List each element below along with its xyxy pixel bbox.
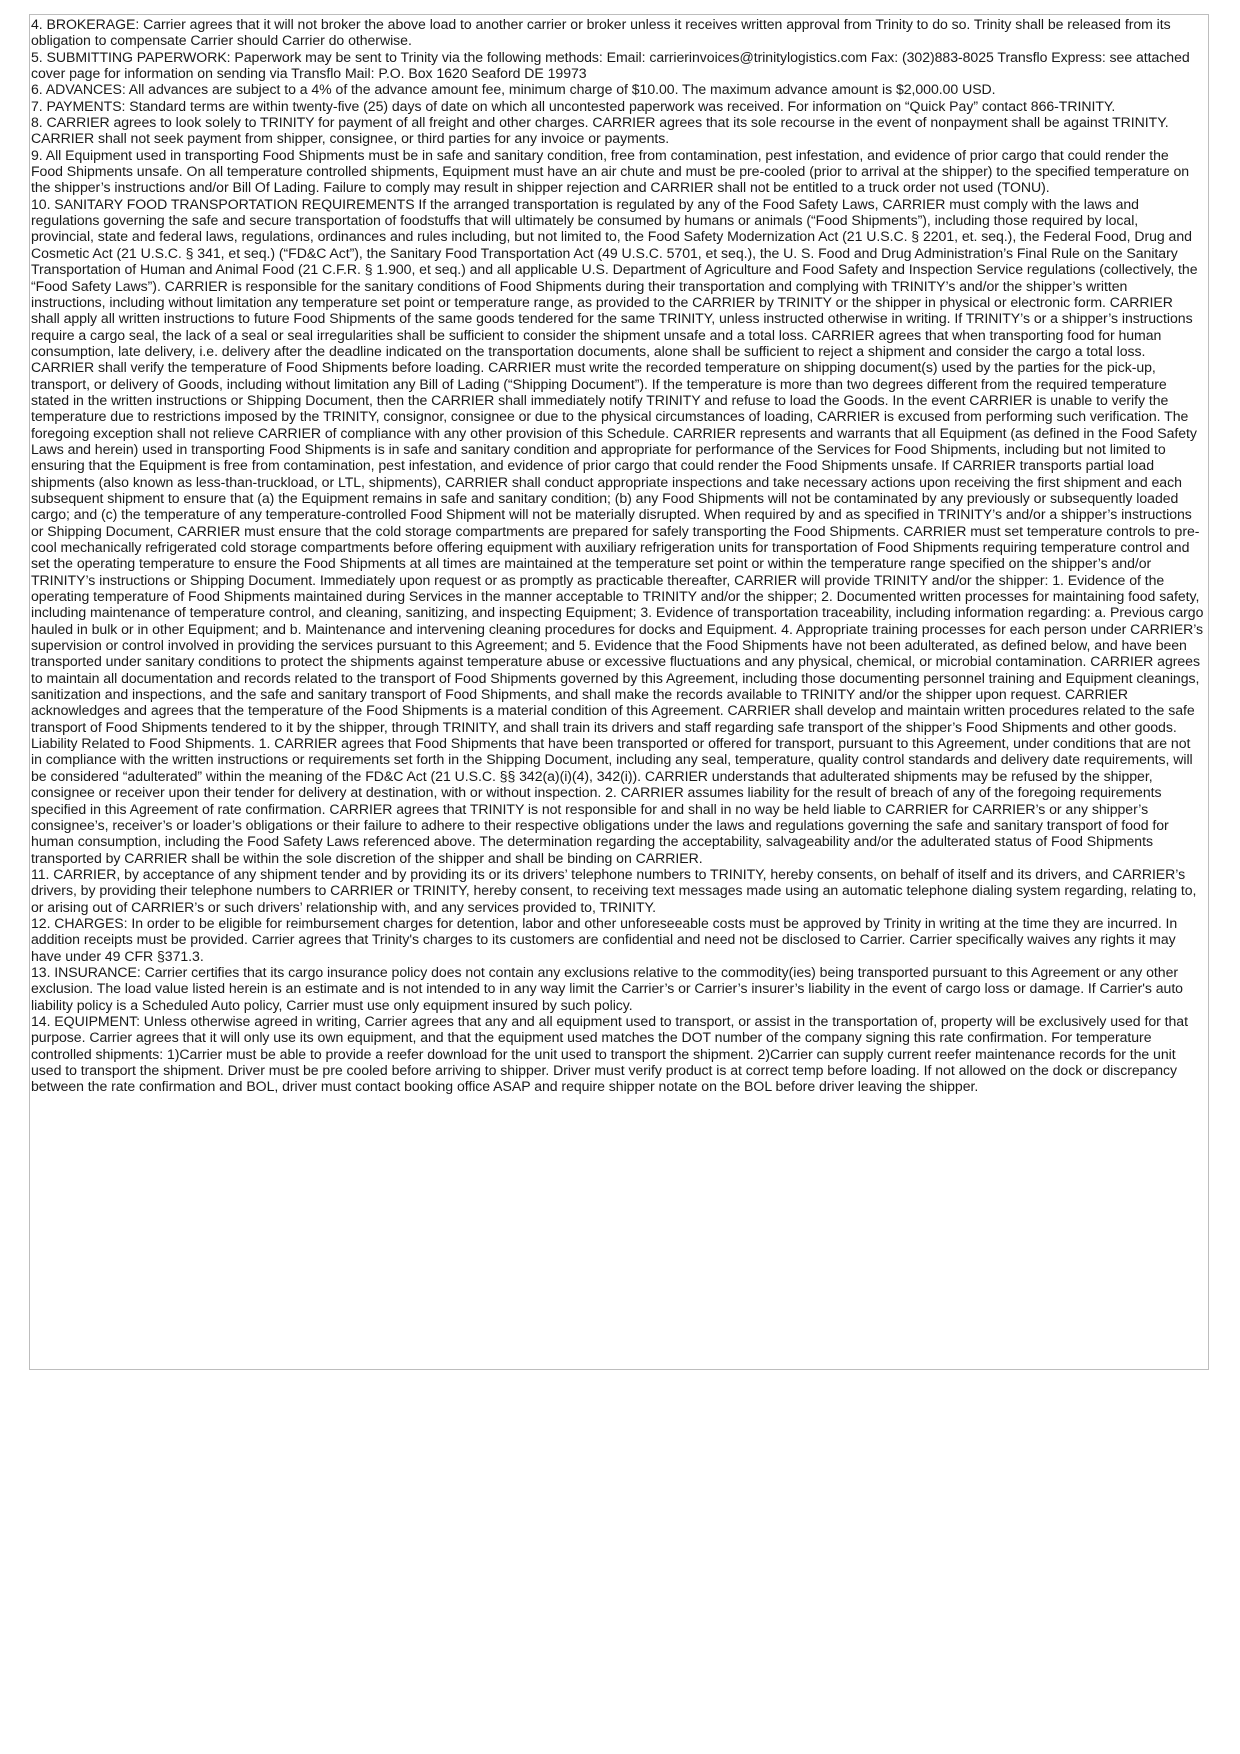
clause-submitting-paperwork: 5. SUBMITTING PAPERWORK: Paperwork may be sent to Trinity via the following methods: Email: carrierinvoices@trinitylogistics.com Fax: (302)883-8025 Transflo Express: see attached cover page for information on sending via Transflo Mail: P.O. Box 1620 Seaford DE 19973 <box>31 48 1190 82</box>
terms-and-conditions-box <box>29 14 1209 1370</box>
clause-advances: 6. ADVANCES: All advances are subject to a 4% of the advance amount fee, minimum charge of $10.00. The maximum advance amount is $2,000.00 USD. <box>31 81 996 98</box>
clause-text-message-consent: 11. CARRIER, by acceptance of any shipment tender and by providing its or its drivers’ telephone numbers to TRINITY, hereby consents, on behalf of itself and its drivers, and CARRIER’s drivers, by providing their telephone numbers to CARRIER or TRINITY, hereby consent, to receiving text messages made using an automatic telephone dialing system regarding, relating to, or arising out of CARRIER’s or such drivers’ relationship with, and any services provided to, TRINITY. <box>31 865 1197 915</box>
clause-sanitary-food-transportation: 10. SANITARY FOOD TRANSPORTATION REQUIREMENTS If the arranged transportation is regulated by any of the Food Safety Laws, CARRIER must comply with the laws and regulations governing the safe and secure transportation of foodstuffs that will ultimately be consumed by humans or animals (“Food Shipments”), including those required by local, provincial, state and federal laws, regulations, ordinances and rules including, but not limited to, the Food Safety Modernization Act (21 U.S.C. § 2201, et. seq.), the Federal Food, Drug and Cosmetic Act (21 U.S.C. § 341, et seq.) (“FD&C Act”), the Sanitary Food Transportation Act (49 U.S.C. 5701, et seq.), the U. S. Food and Drug Administration’s Final Rule on the Sanitary Transportation of Human and Animal Food (21 C.F.R. § 1.900, et seq.) and all applicable U.S. Department of Agriculture and Food Safety and Inspection Service regulations (collectively, the “Food Safety Laws”). CARRIER is responsible for the sanitary conditions of Food Shipments during their transportation and complying with TRINITY’s and/or the shipper’s written instructions, including without limitation any temperature set point or temperature range, as provided to the CARRIER by TRINITY or the shipper in physical or electronic form. CARRIER shall apply all written instructions to future Food Shipments of the same goods tendered for the same TRINITY, unless instructed otherwise in writing. If TRINITY’s or a shipper’s instructions require a cargo seal, the lack of a seal or seal irregularities shall be sufficient to consider the shipment unsafe and a total loss. CARRIER agrees that when transporting food for human consumption, late delivery, i.e. delivery after the deadline indicated on the transportation documents, alone shall be sufficient to reject a shipment and consider the cargo a total loss. CARRIER shall verify the temperature of Food Shipments before loading. CARRIER must write the recorded temperature on shipping document(s) used by the parties for the pick-up, transport, or delivery of Goods, including without limitation any Bill of Lading (“Shipping Document”). If the temperature is more than two degrees different from the required temperature stated in the written instructions or Shipping Document, then the CARRIER shall immediately notify TRINITY and refuse to load the Goods. In the event CARRIER is unable to verify the temperature due to restrictions imposed by the TRINITY, consignor, consignee or due to the physical circumstances of loading, CARRIER is excused from performing such verification. The foregoing exception shall not relieve CARRIER of compliance with any other provision of this Schedule. CARRIER represents and warrants that all Equipment (as defined in the Food Safety Laws and herein) used in transporting Food Shipments is in safe and sanitary condition and appropriate for performance of the Services for Food Shipments, including but not limited to ensuring that the Equipment is free from contamination, pest infestation, and evidence of prior cargo that could render the Food Shipments unsafe. If CARRIER transports partial load shipments (also known as less-than-truckload, or LTL, shipments), CARRIER shall conduct appropriate inspections and take necessary actions upon receiving the first shipment and each subsequent shipment to ensure that (a) the Equipment remains in safe and sanitary condition; (b) any Food Shipments will not be contaminated by any previously or subsequently loaded cargo; and (c) the temperature of any temperature-controlled Food Shipment will not be materially disrupted. When required by and as specified in TRINITY’s and/or a shipper’s instructions or Shipping Document, CARRIER must ensure that the cold storage compartments are prepared for safely transporting the Food Shipments. CARRIER must set temperature controls to pre-cool mechanically refrigerated cold storage compartments before offering equipment with auxiliary refrigeration units for transportation of Food Shipments requiring temperature control and set the operating temperature to ensure the Food Shipments at all times are maintained at the temperature set point or within the temperature range specified on the shipper’s and/or TRINITY’s instructions or Shipping Document. Immediately upon request or as promptly as practicable thereafter, CARRIER will provide TRINITY and/or the shipper: 1. Evidence of the operating temperature of Food Shipments maintained during Services in the manner acceptable to TRINITY and/or the shipper; 2. Documented written processes for maintaining food safety, including maintenance of temperature control, and cleaning, sanitizing, and inspecting Equipment; 3. Evidence of transportation traceability, including information regarding: a. Previous cargo hauled in bulk or in other Equipment; and b. Maintenance and intervening cleaning procedures for docks and Equipment. 4. Appropriate training processes for each person under CARRIER’s supervision or control involved in providing the services pursuant to this Agreement; and 5. Evidence that the Food Shipments have not been adulterated, as defined below, and have been transported under sanitary conditions to protect the shipments against temperature abuse or excessive fluctuations and any physical, chemical, or microbial contamination. CARRIER agrees to maintain all documentation and records related to the transport of Food Shipments governed by this Agreement, including those documenting personnel training and Equipment cleanings, sanitization and inspections, and the safe and sanitary transport of Food Shipments, and shall make the records available to TRINITY and/or the shipper upon request. CARRIER acknowledges and agrees that the temperature of the Food Shipments is a material condition of this Agreement. CARRIER shall develop and maintain written procedures related to the safe transport of Food Shipments tendered to it by the shipper, through TRINITY, and shall train its drivers and staff regarding safe transport of the shipper’s Food Shipments and other goods. Liability Related to Food Shipments. 1. CARRIER agrees that Food Shipments that have been transported or offered for transport, pursuant to this Agreement, under conditions that are not in compliance with the written instructions or requirements set forth in the Shipping Document, including any seal, temperature, quality control standards and delivery date requirements, will be considered “adulterated” within the meaning of the FD&C Act (21 U.S.C. §§ 342(a)(i)(4), 342(i)). CARRIER understands that adulterated shipments may be refused by the shipper, consignee or receiver upon their tender for delivery at destination, with or without inspection. 2. CARRIER assumes liability for the result of breach of any of the foregoing requirements specified in this Agreement of rate confirmation. CARRIER agrees that TRINITY is not responsible for and shall in no way be held liable to CARRIER for CARRIER’s or any shipper’s consignee’s, receiver’s or loader’s obligations or their failure to adhere to their respective obligations under the laws and regulations governing the safe and sanitary transport of food for human consumption, including the Food Safety Laws referenced above. The determination regarding the acceptability, salvageability and/or the adulterated status of Food Shipments transported by CARRIER shall be within the sole discretion of the shipper and shall be binding on CARRIER. <box>31 195 1204 866</box>
clause-payments: 7. PAYMENTS: Standard terms are within twenty-five (25) days of date on which all uncontested paperwork was received. For information on “Quick Pay” contact 866-TRINITY. <box>31 97 1116 114</box>
clause-equipment: 14. EQUIPMENT: Unless otherwise agreed in writing, Carrier agrees that any and all equipment used to transport, or assist in the transportation of, property will be exclusively used for that purpose. Carrier agrees that it will only use its own equipment, and that the equipment used matches the DOT number of the company signing this rate confirmation. For temperature controlled shipments: 1)Carrier must be able to provide a reefer download for the unit used to transport the shipment. 2)Carrier can supply current reefer maintenance records for the unit used to transport the shipment. Driver must be pre cooled before arriving to shipper. Driver must verify product is at correct temp before loading. If not allowed on the dock or discrepancy between the rate confirmation and BOL, driver must contact booking office ASAP and require shipper notate on the BOL before driver leaving the shipper. <box>31 1012 1188 1095</box>
clause-brokerage: 4. BROKERAGE: Carrier agrees that it will not broker the above load to another carrier or broker unless it receives written approval from Trinity to do so. Trinity shall be released from its obligation to compensate Carrier should Carrier do otherwise. <box>31 16 1171 49</box>
clause-charges: 12. CHARGES: In order to be eligible for reimbursement charges for detention, labor and other unforeseeable costs must be approved by Trinity in writing at the time they are incurred. In addition receipts must be provided. Carrier agrees that Trinity's charges to its customers are confidential and need not be disclosed to Carrier. Carrier specifically waives any rights it may have under 49 CFR §371.3. <box>31 914 1178 964</box>
clause-payment-recourse: 8. CARRIER agrees to look solely to TRINITY for payment of all freight and other charges. CARRIER agrees that its sole recourse in the event of nonpayment shall be against TRINITY. CARRIER shall not seek payment from shipper, consignee, or third parties for any invoice or payments. <box>31 114 1169 147</box>
clause-insurance: 13. INSURANCE: Carrier certifies that its cargo insurance policy does not contain any exclusions relative to the commodity(ies) being transported pursuant to this Agreement or any other exclusion. The load value listed herein is an estimate and is not intended to in any way limit the Carrier’s or Carrier’s insurer’s liability in the event of cargo loss or damage. If Carrier's auto liability policy is a Scheduled Auto policy, Carrier must use only equipment insured by such policy. <box>31 963 1183 1013</box>
clause-equipment-sanitation: 9. All Equipment used in transporting Food Shipments must be in safe and sanitary condition, free from contamination, pest infestation, and evidence of prior cargo that could render the Food Shipments unsafe. On all temperature controlled shipments, Equipment must have an air chute and must be pre-cooled (prior to arrival at the shipper) to the specified temperature on the shipper’s instructions and/or Bill Of Lading. Failure to comply may result in shipper rejection and CARRIER shall not be entitled to a truck order not used (TONU). <box>31 146 1190 196</box>
